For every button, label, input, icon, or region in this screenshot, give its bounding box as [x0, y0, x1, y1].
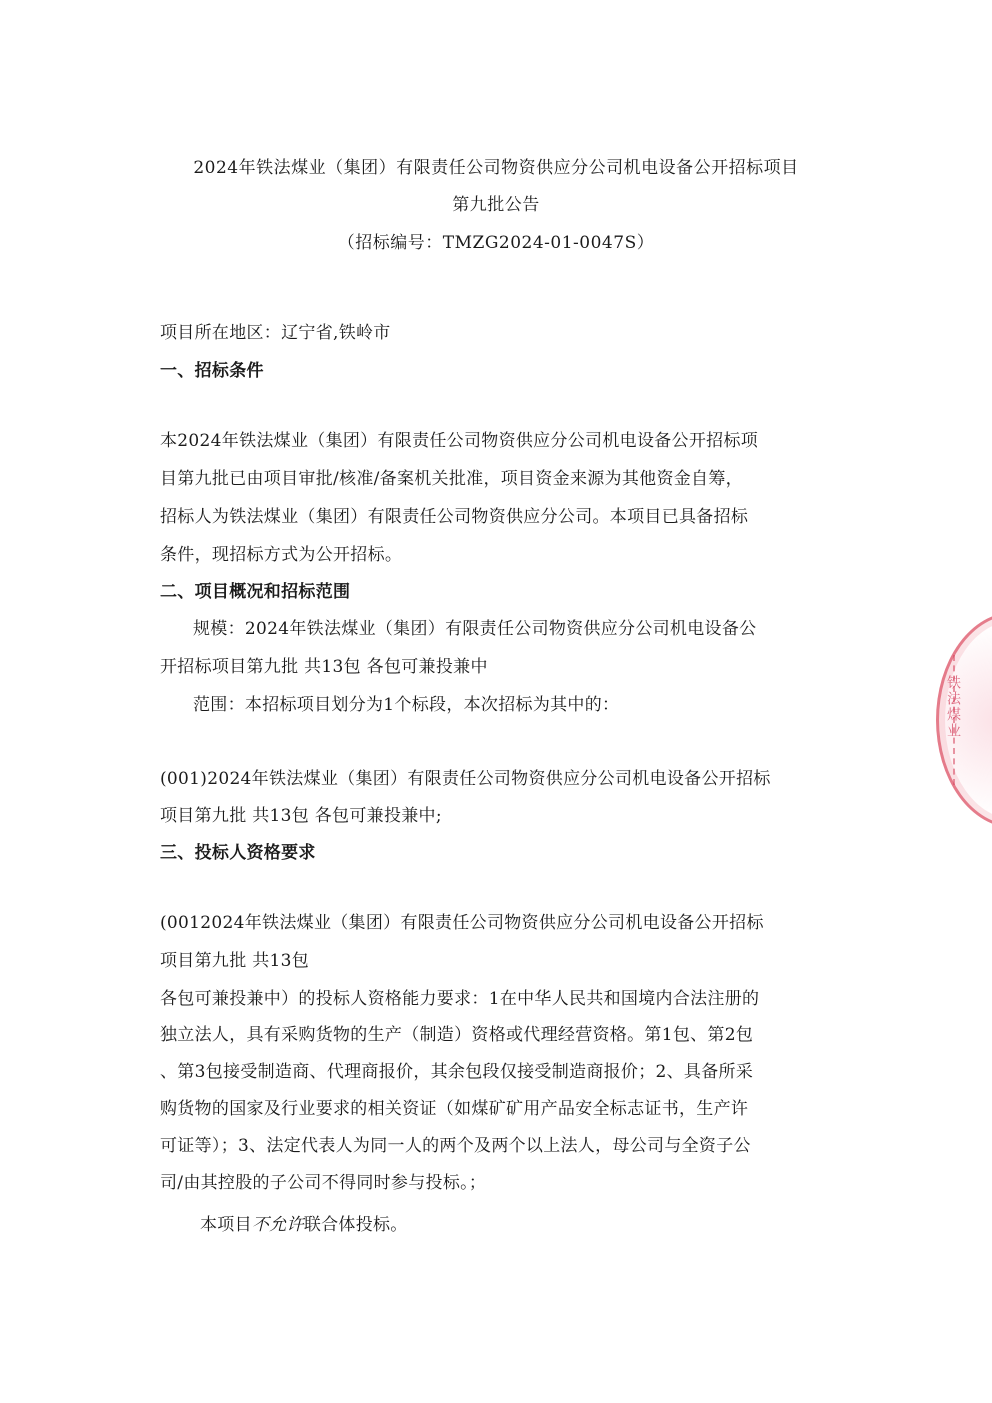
tender-number: （招标编号：TMZG2024-01-0047S） — [337, 233, 655, 253]
section2-lot-line2: 项目第九批 共13包 各包可兼投兼中; — [160, 806, 442, 826]
section3-line2: 项目第九批 共13包 — [160, 951, 310, 971]
section3-line8: 司/由其控股的子公司不得同时参与投标。； — [160, 1173, 487, 1193]
document-title-line1: 2024年铁法煤业（集团）有限责任公司物资供应分公司机电设备公开招标项目 — [193, 158, 799, 178]
consortium-not-allowed: 不允许 — [251, 1215, 304, 1235]
section3-line6: 购货物的国家及行业要求的相关资证（如煤矿矿用产品安全标志证书，生产许 — [160, 1099, 749, 1119]
section2-heading: 二、项目概况和招标范围 — [160, 582, 351, 602]
section1-paragraph-line4: 条件，现招标方式为公开招标。 — [160, 545, 403, 565]
section3-line5: 、第3包接受制造商、代理商报价，其余包段仅接受制造商报价；2、具备所采 — [160, 1062, 754, 1082]
section2-scale-line1: 规模：2024年铁法煤业（集团）有限责任公司物资供应分公司机电设备公 — [193, 619, 757, 639]
section3-line7: 可证等）；3、法定代表人为同一人的两个及两个以上法人，母公司与全资子公 — [160, 1136, 751, 1156]
section1-paragraph-line2: 目第九批已由项目审批/核准/备案机关批准，项目资金来源为其他资金自筹， — [160, 469, 743, 489]
consortium-suffix: 联合体投标。 — [303, 1215, 408, 1235]
project-region: 项目所在地区：辽宁省,铁岭市 — [160, 323, 391, 343]
section1-paragraph-line1: 本2024年铁法煤业（集团）有限责任公司物资供应分公司机电设备公开招标项 — [160, 431, 759, 451]
seal-lettering: 铁法煤业 — [945, 675, 961, 739]
section1-paragraph-line3: 招标人为铁法煤业（集团）有限责任公司物资供应分公司。本项目已具备招标 — [160, 507, 749, 527]
section2-scale-line2: 开招标项目第九批 共13包 各包可兼投兼中 — [160, 657, 488, 677]
company-seal-stamp — [936, 612, 992, 828]
section3-line1: (0012024年铁法煤业（集团）有限责任公司物资供应分公司机电设备公开招标 — [160, 913, 764, 933]
section3-line4: 独立法人，具有采购货物的生产（制造）资格或代理经营资格。第1包、第2包 — [160, 1025, 754, 1045]
section1-heading: 一、招标条件 — [160, 361, 264, 381]
section2-range: 范围：本招标项目划分为1个标段，本次招标为其中的： — [193, 695, 620, 715]
consortium-prefix: 本项目 — [200, 1215, 252, 1235]
consortium-statement — [200, 1210, 408, 1235]
section2-lot-line1: (001)2024年铁法煤业（集团）有限责任公司物资供应分公司机电设备公开招标 — [160, 769, 771, 789]
section3-line3: 各包可兼投兼中）的投标人资格能力要求：1在中华人民共和国境内合法注册的 — [160, 989, 760, 1009]
document-title-line2: 第九批公告 — [452, 195, 540, 215]
section3-heading: 三、投标人资格要求 — [160, 843, 316, 863]
